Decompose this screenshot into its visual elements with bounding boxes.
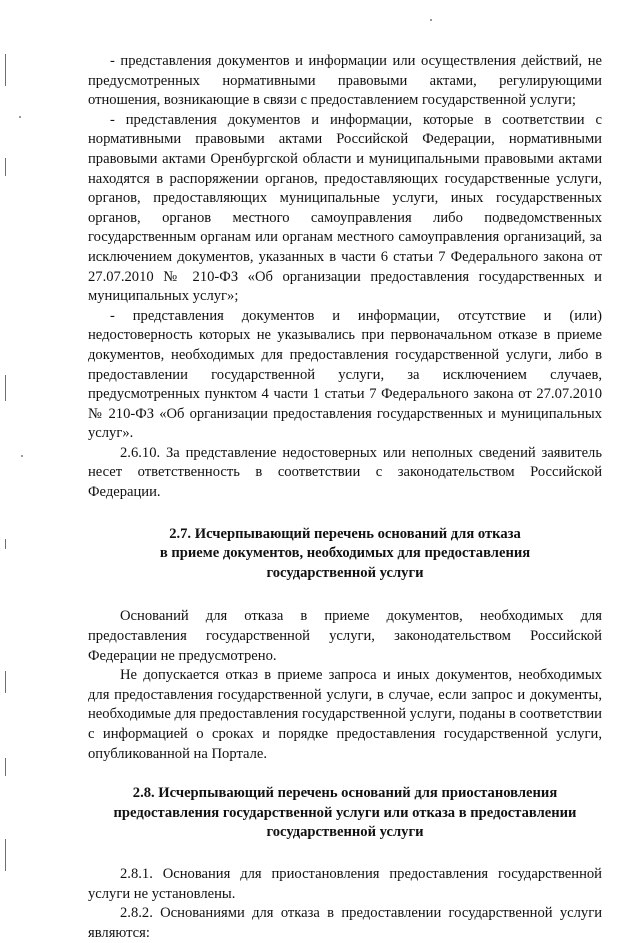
body-paragraph: 2.8.2. Основаниями для отказа в предоставлении государственной услуги являются: [88, 905, 602, 941]
scan-edge-mark [5, 758, 6, 776]
heading-line: 2.8. Исчерпывающий перечень оснований для приостановления [132, 785, 558, 802]
heading-line: государственной услуги [266, 824, 424, 841]
body-paragraph: 2.6.10. За представление недостоверных или неполных сведений заявитель несет ответственность в соответствии с законодательством Российской Федерации. [88, 444, 602, 501]
heading-line: государственной услуги [266, 564, 424, 581]
scan-edge-mark [5, 539, 6, 549]
section-heading-2-8 [88, 784, 602, 843]
document-content [88, 52, 602, 943]
scan-edge-mark [5, 839, 6, 871]
body-paragraph: Оснований для отказа в приеме документов, необходимых для предоставления государственной услуги, законодательством Российской Федерации не предусмотрено. [88, 608, 602, 664]
heading-line: предоставления государственной услуги или отказа в предоставлении [113, 804, 577, 821]
scan-edge-mark [5, 375, 6, 401]
scan-edge-mark [5, 54, 6, 86]
scan-speck [19, 116, 21, 118]
body-paragraph: - представления документов и информации, которые в соответствии с нормативными правовыми актами Российской Федерации, нормативными правовыми актами Оренбургской области и муниципальными правовыми актами находятся в распоряжении органов, предоставляющих государственные услуги, органов, предоставляющих муниципальные услуги, иных государственных органов, органов местного самоуправления либо подведомственных государственным органам или органам местного самоуправления организаций, за исключением документов, указанных в части 6 статьи 7 Федерального закона от 27.07.2010 № 210-ФЗ «Об организации предоставления государственных и муниципальных услуг»; [88, 111, 602, 305]
scan-edge-mark [5, 671, 6, 693]
body-paragraph: - представления документов и информации или осуществления действий, не предусмотренных нормативными правовыми актами, регулирующими отношения, возникающие в связи с предоставлением государственной услуги; [88, 53, 602, 109]
section-heading-2-7 [88, 525, 602, 584]
heading-line: в приеме документов, необходимых для предоставления [159, 545, 531, 562]
body-paragraph: - представления документов и информации, отсутствие и (или) недостоверность которых не указывались при первоначальном отказе в приеме документов, необходимых для предоставления государственной услуги, либо в предоставлении государственной услуги, за исключением случаев, предусмотренных пунктом 4 части 1 статьи 7 Федерального закона от 27.07.2010 № 210-ФЗ «Об организации предоставления государственных и муниципальных услуг». [88, 307, 602, 442]
body-paragraph: Не допускается отказ в приеме запроса и иных документов, необходимых для предоставления государственной услуги, в случае, если запрос и документы, необходимые для предоставления государственной услуги, поданы в соответствии с информацией о сроках и порядке предоставления государственной услуги, опубликованной на Портале. [88, 667, 602, 762]
scan-speck [430, 19, 432, 21]
body-paragraph: 2.8.1. Основания для приостановления предоставления государственной услуги не установлены. [88, 865, 602, 902]
heading-line: 2.7. Исчерпывающий перечень оснований для отказа [169, 525, 521, 542]
scan-edge-mark [5, 158, 6, 176]
scan-speck [21, 455, 23, 457]
